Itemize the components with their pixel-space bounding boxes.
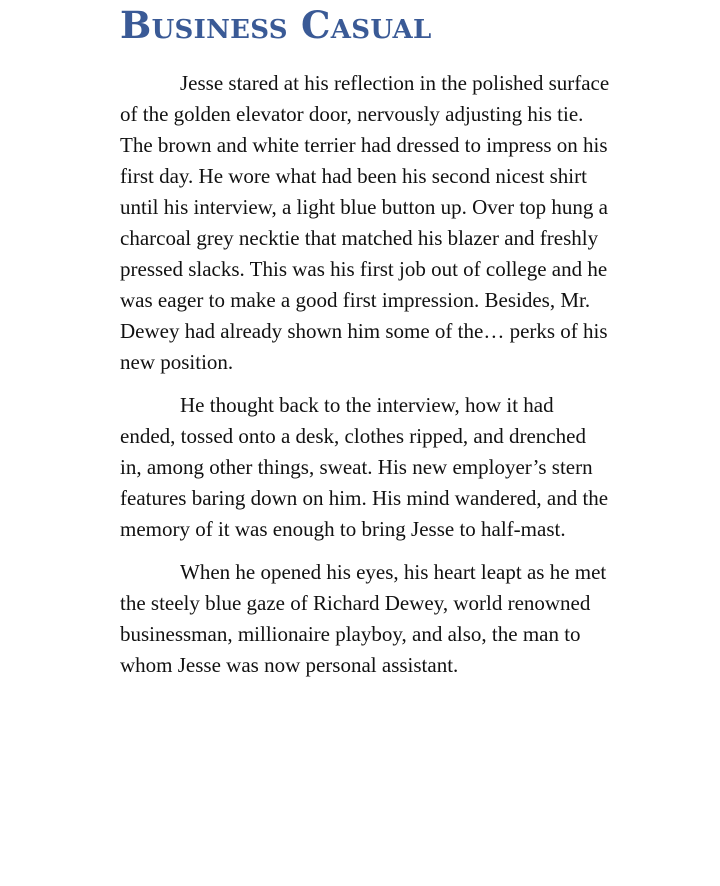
chapter-title: Business Casual xyxy=(120,3,432,47)
document-page xyxy=(120,0,610,681)
body-paragraph-1: Jesse stared at his reflection in the polished surface of the golden elevator door, nervously adjusting his tie. The brown and white terrier had dressed to impress on his first day. He wore what had been his second nicest shirt until his interview, a light blue button up. Over top hung a charcoal grey necktie that matched his blazer and freshly pressed slacks. This was his first job out of college and he was eager to make a good first impression. Besides, Mr. Dewey had already shown him some of the… perks of his new position. xyxy=(120,71,610,374)
body-paragraph-3: When he opened his eyes, his heart leapt as he met the steely blue gaze of Richard Dewey, world renowned businessman, millionaire playboy, and also, the man to whom Jesse was now personal assistant. xyxy=(120,560,607,677)
body-paragraph-2: He thought back to the interview, how it had ended, tossed onto a desk, clothes ripped, and drenched in, among other things, sweat. His new employer’s stern features baring down on him. His mind wandered, and the memory of it was enough to bring Jesse to half-mast. xyxy=(120,393,609,541)
